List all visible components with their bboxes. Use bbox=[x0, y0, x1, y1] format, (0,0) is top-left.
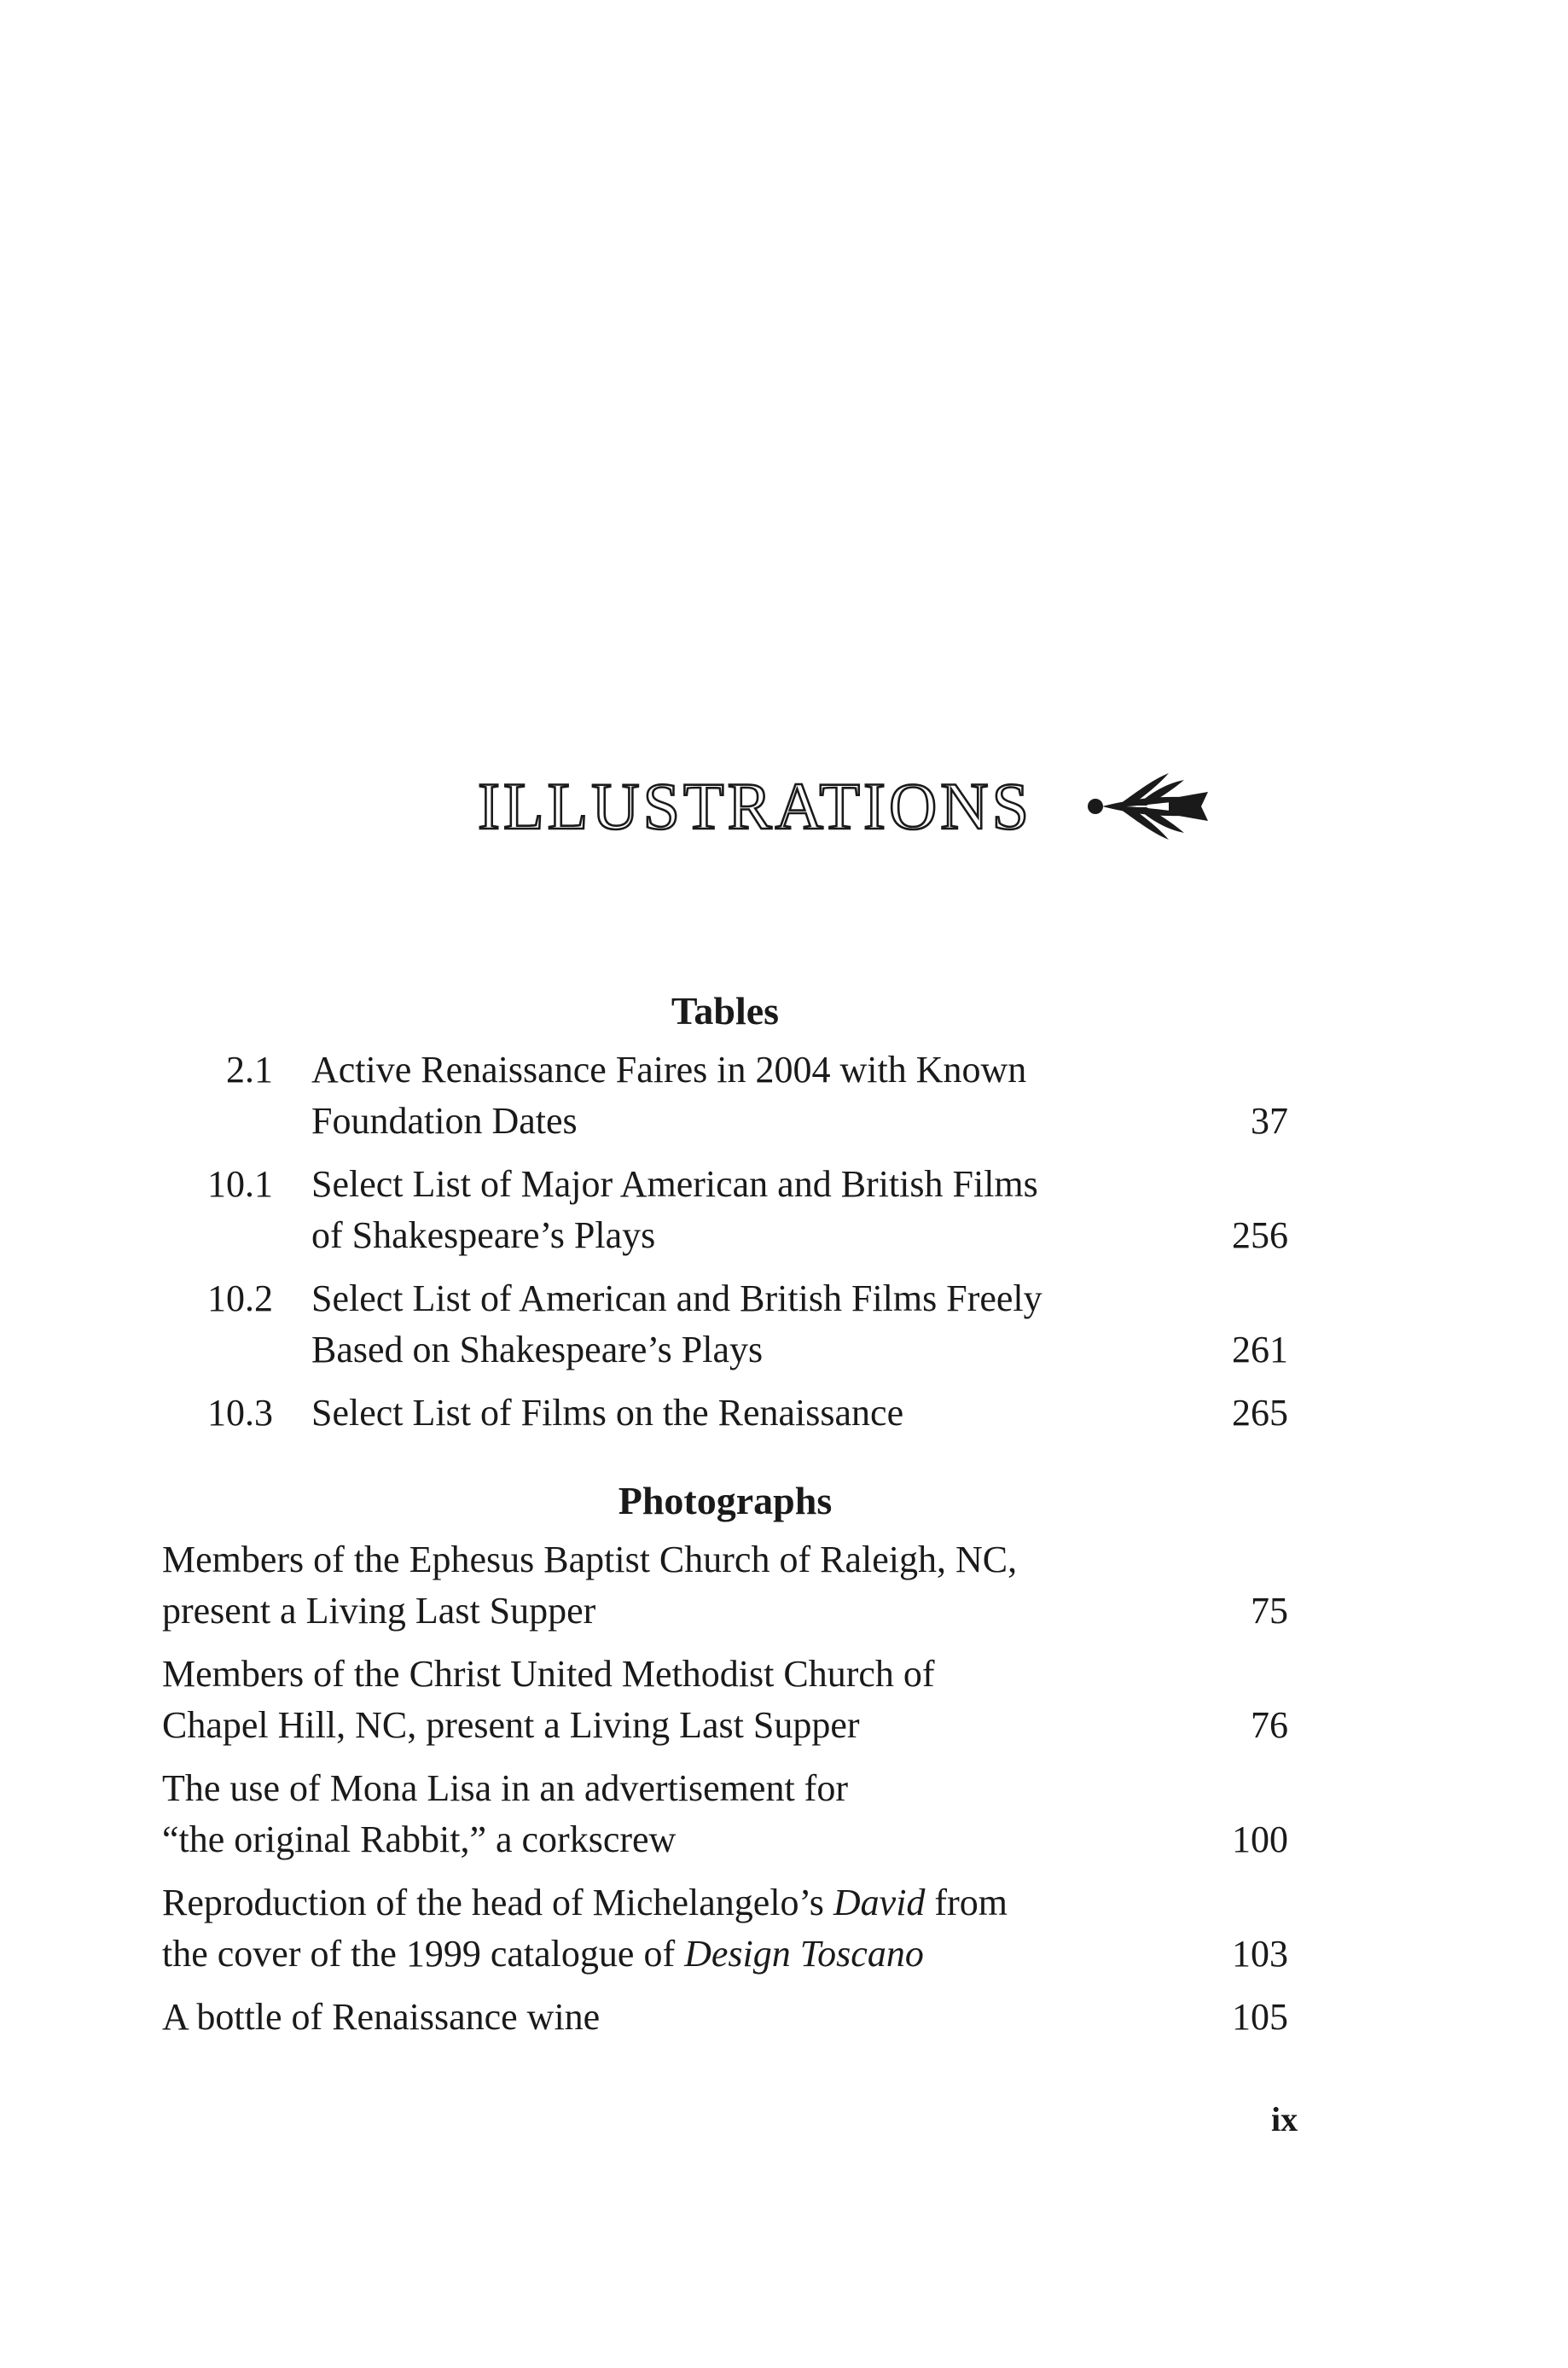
caption-text: from bbox=[925, 1882, 1008, 1923]
photographs-list bbox=[162, 1534, 1288, 2043]
photo-caption-line: The use of Mona Lisa in an advertisement for bbox=[162, 1767, 848, 1809]
table-number: 10.3 bbox=[207, 1392, 273, 1434]
photo-entry bbox=[162, 1534, 1288, 1637]
table-number: 2.1 bbox=[226, 1049, 273, 1091]
table-number: 10.2 bbox=[207, 1277, 273, 1319]
photo-caption-line: present a Living Last Supper bbox=[162, 1590, 596, 1632]
tables-list bbox=[162, 1044, 1288, 1439]
photo-entry bbox=[162, 1763, 1288, 1865]
page-number: 37 bbox=[1251, 1100, 1288, 1142]
table-entry bbox=[162, 1388, 1288, 1439]
table-entry bbox=[162, 1044, 1288, 1147]
page-number: 105 bbox=[1232, 1996, 1288, 2038]
photo-caption-line: Members of the Christ United Methodist Church of bbox=[162, 1653, 935, 1695]
page-number: 75 bbox=[1251, 1590, 1288, 1632]
caption-text: Reproduction of the head of Michelangelo’s bbox=[162, 1882, 833, 1923]
page-number: 76 bbox=[1251, 1704, 1288, 1746]
photo-caption-line bbox=[162, 1877, 1008, 1929]
page-number: 256 bbox=[1232, 1214, 1288, 1256]
fleuron-icon bbox=[1083, 768, 1211, 845]
photo-caption-line: “the original Rabbit,” a corkscrew bbox=[162, 1818, 677, 1860]
table-caption-line: Select List of American and British Films Freely bbox=[311, 1277, 1042, 1319]
page-title-text: ILLUSTRATIONS bbox=[478, 769, 1032, 843]
table-number: 10.1 bbox=[207, 1163, 273, 1205]
table-caption-line: Based on Shakespeare’s Plays bbox=[311, 1329, 764, 1370]
photo-caption-line bbox=[162, 1929, 924, 1980]
table-caption-line: Select List of Major American and British Films bbox=[311, 1163, 1038, 1205]
table-entry bbox=[162, 1273, 1288, 1376]
table-caption-line: Foundation Dates bbox=[311, 1100, 578, 1142]
photo-entry bbox=[162, 1877, 1288, 1980]
catalogue-title: Design Toscano bbox=[684, 1933, 924, 1975]
photo-entry bbox=[162, 1992, 1288, 2043]
artwork-title: David bbox=[833, 1882, 926, 1923]
page-number: 103 bbox=[1232, 1933, 1288, 1975]
folio-page-number: ix bbox=[1271, 2100, 1298, 2138]
table-entry bbox=[162, 1159, 1288, 1261]
caption-text: the cover of the 1999 catalogue of bbox=[162, 1933, 685, 1975]
page-number: 261 bbox=[1232, 1329, 1288, 1370]
page-number: 100 bbox=[1232, 1818, 1288, 1860]
photo-caption-line: Chapel Hill, NC, present a Living Last Supper bbox=[162, 1704, 860, 1746]
table-caption-line: Active Renaissance Faires in 2004 with Known bbox=[311, 1049, 1027, 1091]
page-title bbox=[478, 768, 1211, 845]
table-caption-line: of Shakespeare’s Plays bbox=[311, 1214, 656, 1256]
photographs-heading: Photographs bbox=[618, 1479, 833, 1522]
table-caption-line: Select List of Films on the Renaissance bbox=[311, 1392, 904, 1434]
tables-heading: Tables bbox=[671, 989, 780, 1033]
illustrations-list bbox=[162, 981, 1288, 2055]
photo-caption-line: Members of the Ephesus Baptist Church of Raleigh, NC, bbox=[162, 1539, 1018, 1580]
photo-caption-line: A bottle of Renaissance wine bbox=[162, 1996, 601, 2038]
photo-entry bbox=[162, 1649, 1288, 1751]
page-number: 265 bbox=[1232, 1392, 1288, 1434]
